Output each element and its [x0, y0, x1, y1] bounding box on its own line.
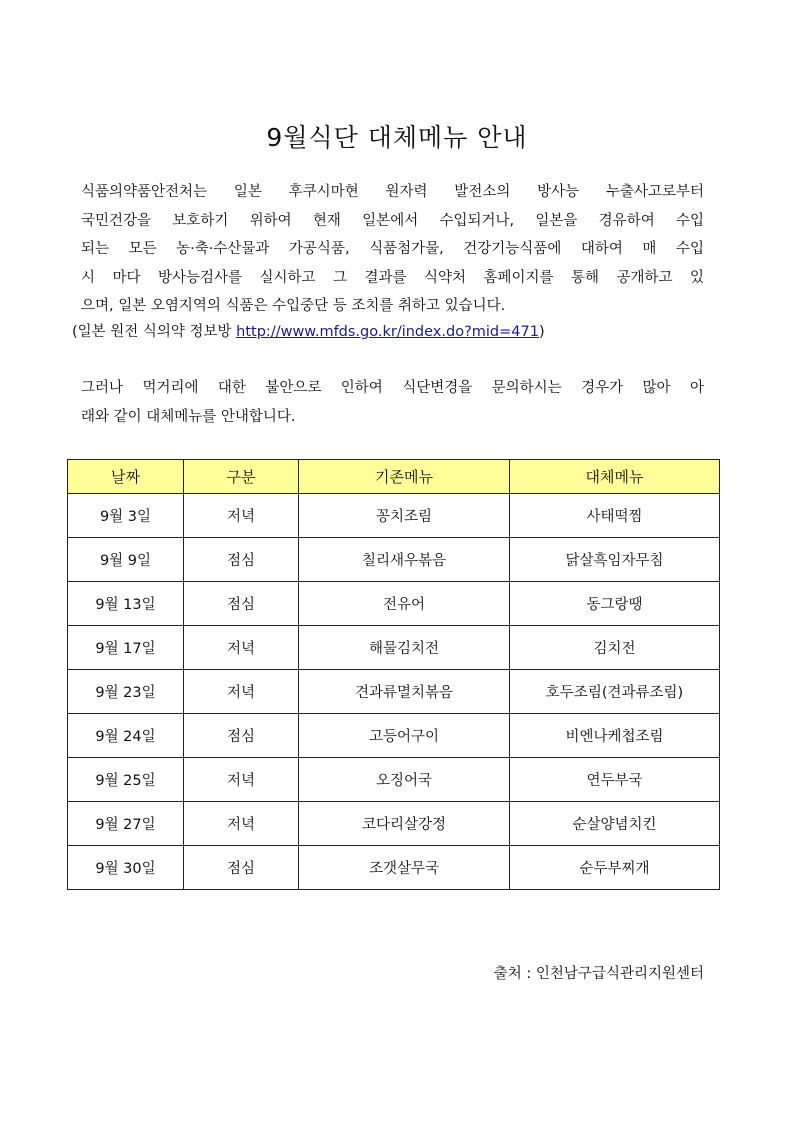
- table-row: [68, 846, 720, 890]
- notice-line: 그러나 먹거리에 대한 불안으로 인하여 식단변경을 문의하시는 경우가 많아 아: [81, 380, 704, 396]
- cell-meal: 점심: [184, 714, 299, 758]
- table-row: [68, 494, 720, 538]
- table-row: [68, 582, 720, 626]
- header-original-menu: 기존메뉴: [299, 460, 510, 494]
- source-footer: 출처 : 인천남구급식관리지원센터: [493, 966, 704, 982]
- table-row: [68, 714, 720, 758]
- cell-alternate-menu: 김치전: [510, 626, 720, 670]
- cell-meal: 저녁: [184, 802, 299, 846]
- cell-alternate-menu: 사태떡찜: [510, 494, 720, 538]
- notice-line: 래와 같이 대체메뉴를 안내합니다.: [81, 408, 296, 425]
- header-meal: 구분: [184, 460, 299, 494]
- cell-original-menu: 칠리새우볶음: [299, 538, 510, 582]
- cell-date: 9월 13일: [68, 582, 184, 626]
- table-row: [68, 670, 720, 714]
- table-header-row: [68, 460, 720, 494]
- table-row: [68, 758, 720, 802]
- header-alternate-menu: 대체메뉴: [510, 460, 720, 494]
- cell-meal: 점심: [184, 582, 299, 626]
- intro-line: 국민건강을 보호하기 위하여 현재 일본에서 수입되거나, 일본을 경유하여 수입: [81, 212, 704, 229]
- table-row: [68, 626, 720, 670]
- intro-line: 식품의약품안전처는 일본 후쿠시마현 원자력 발전소의 방사능 누출사고로부터: [81, 184, 704, 200]
- cell-original-menu: 꽁치조림: [299, 494, 510, 538]
- cell-meal: 점심: [184, 538, 299, 582]
- mfds-link[interactable]: http://www.mfds.go.kr/index.do?mid=471: [236, 324, 539, 340]
- table-row: [68, 802, 720, 846]
- cell-date: 9월 3일: [68, 494, 184, 538]
- cell-meal: 저녁: [184, 494, 299, 538]
- document-title: 9월식단 대체메뉴 안내: [266, 123, 528, 152]
- cell-original-menu: 전유어: [299, 582, 510, 626]
- intro-line: 되는 모든 농·축·수산물과 가공식품, 식품첨가물, 건강기능식품에 대하여 매 수입: [81, 241, 704, 257]
- cell-alternate-menu: 동그랑땡: [510, 582, 720, 626]
- cell-meal: 저녁: [184, 670, 299, 714]
- source-note-prefix: (일본 원전 식의약 정보방: [72, 324, 237, 340]
- header-date: 날짜: [68, 460, 184, 494]
- cell-alternate-menu: 순살양념치킨: [510, 802, 720, 846]
- cell-original-menu: 해물김치전: [299, 626, 510, 670]
- cell-alternate-menu: 호두조림(견과류조림): [510, 670, 720, 714]
- cell-original-menu: 코다리살강정: [299, 802, 510, 846]
- cell-alternate-menu: 비엔나케첩조림: [510, 714, 720, 758]
- cell-date: 9월 24일: [68, 714, 184, 758]
- cell-date: 9월 30일: [68, 846, 184, 890]
- intro-line: 으며, 일본 오염지역의 식품은 수입중단 등 조치를 취하고 있습니다.: [81, 298, 506, 314]
- cell-original-menu: 고등어구이: [299, 714, 510, 758]
- source-note-suffix: ): [538, 324, 545, 340]
- cell-date: 9월 17일: [68, 626, 184, 670]
- cell-date: 9월 9일: [68, 538, 184, 582]
- cell-meal: 점심: [184, 846, 299, 890]
- cell-original-menu: 오징어국: [299, 758, 510, 802]
- cell-alternate-menu: 닭살흑임자무침: [510, 538, 720, 582]
- cell-alternate-menu: 순두부찌개: [510, 846, 720, 890]
- intro-paragraph: [81, 178, 704, 321]
- cell-date: 9월 27일: [68, 802, 184, 846]
- menu-table: [67, 459, 720, 890]
- source-note: [72, 318, 545, 347]
- intro-line: 시 마다 방사능검사를 실시하고 그 결과를 식약처 홈페이지를 통해 공개하고 있: [81, 269, 704, 286]
- cell-meal: 저녁: [184, 626, 299, 670]
- notice-paragraph: [81, 374, 704, 431]
- cell-date: 9월 25일: [68, 758, 184, 802]
- cell-original-menu: 조갯살무국: [299, 846, 510, 890]
- cell-original-menu: 견과류멸치볶음: [299, 670, 510, 714]
- cell-date: 9월 23일: [68, 670, 184, 714]
- cell-alternate-menu: 연두부국: [510, 758, 720, 802]
- table-row: [68, 538, 720, 582]
- cell-meal: 저녁: [184, 758, 299, 802]
